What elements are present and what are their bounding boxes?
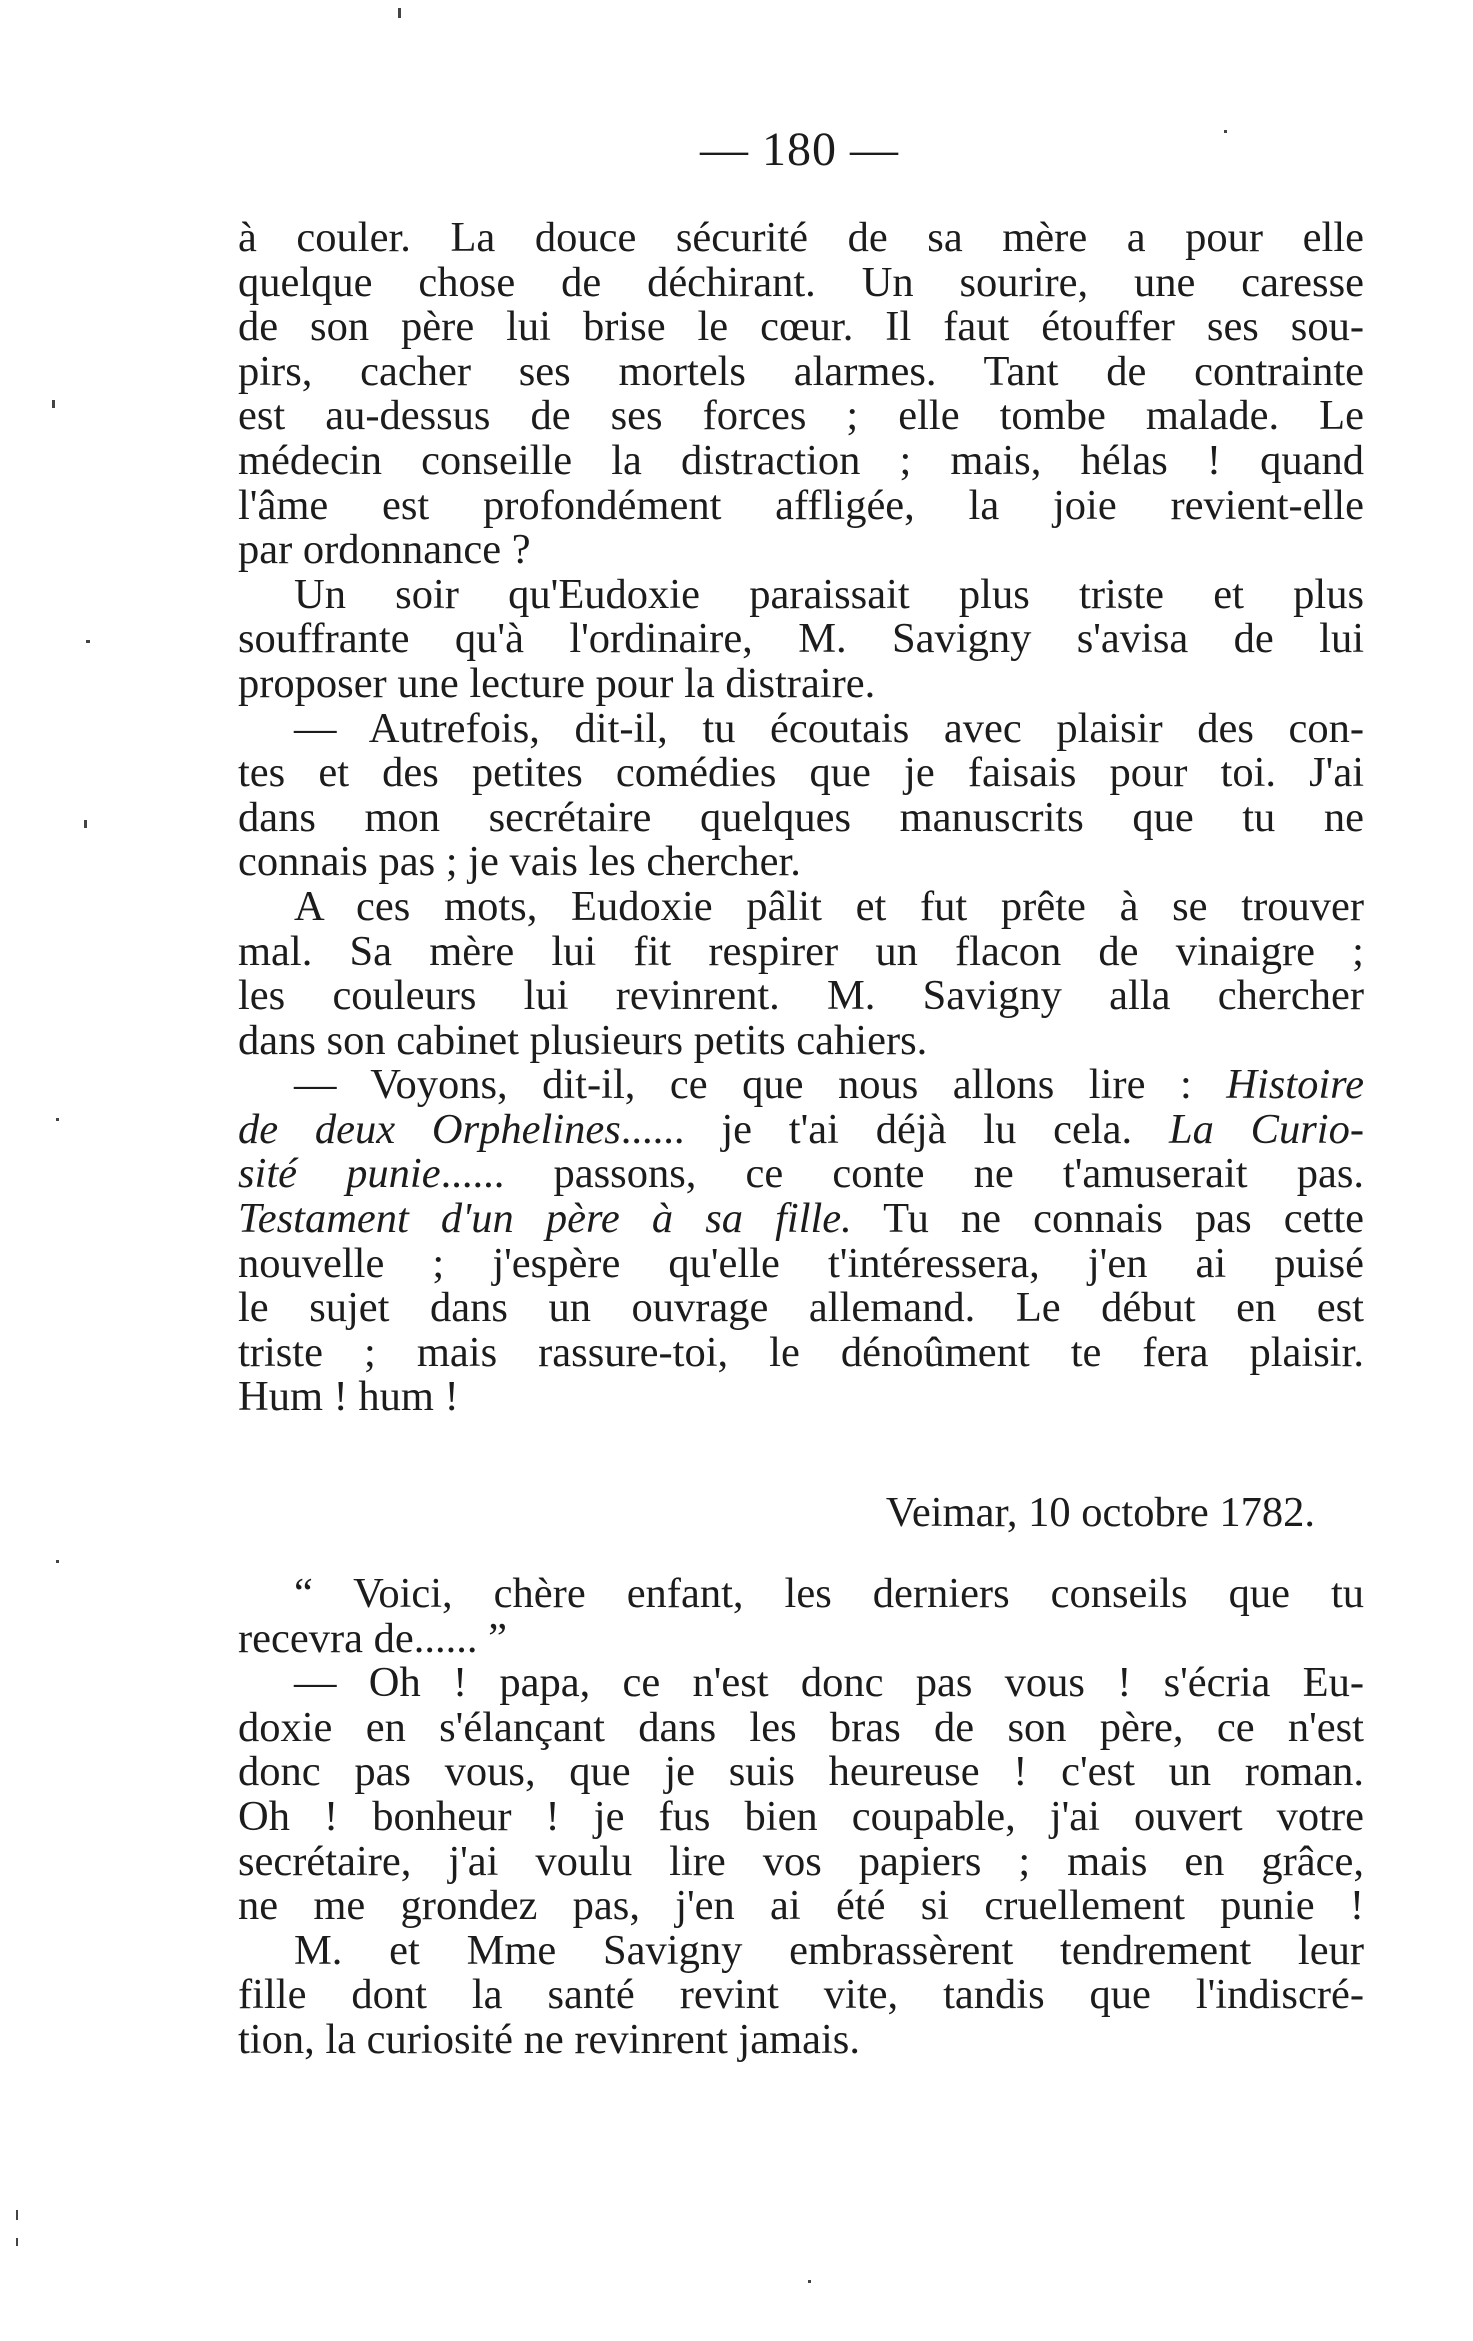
scan-speck [52, 400, 55, 408]
text-line: dans mon secrétaire quelques manuscrits que tu ne [238, 793, 1364, 841]
text-line: ne me grondez pas, j'en ai été si cruellement punie ! [238, 1882, 1364, 1930]
text-line: souffrante qu'à l'ordinaire, M. Savigny s'avisa de lui [238, 615, 1364, 663]
text-line [238, 1105, 1364, 1153]
text-line: fille dont la santé revint vite, tandis que l'indiscré- [238, 1971, 1364, 2019]
text-line: Un soir qu'Eudoxie paraissait plus triste et plus [294, 570, 1364, 618]
text-line: nouvelle ; j'espère qu'elle t'intéressera, j'en ai puisé [238, 1239, 1364, 1287]
text-line [238, 1063, 1364, 1108]
text-line: le sujet dans un ouvrage allemand. Le début en est [238, 1284, 1364, 1332]
text-line: doxie en s'élançant dans les bras de son père, ce n'est [238, 1703, 1364, 1751]
scan-speck [56, 1118, 59, 1121]
text-span: ...... je t'ai déjà lu cela. [620, 1105, 1169, 1153]
scan-speck [808, 2280, 811, 2283]
text-line: — Oh ! papa, ce n'est donc pas vous ! s'écria Eu- [294, 1659, 1364, 1707]
body-text-end [238, 1572, 1364, 2063]
body-text-main [238, 216, 1364, 1420]
text-line: triste ; mais rassure-toi, le dénoûment te fera plaisir. [238, 1328, 1364, 1376]
text-line: tion, la curiosité ne revinrent jamais. [238, 2015, 860, 2063]
text-line: dans son cabinet plusieurs petits cahiers. [238, 1016, 928, 1064]
text-line: mal. Sa mère lui fit respirer un flacon de vinaigre ; [238, 927, 1364, 975]
text-line: M. et Mme Savigny embrassèrent tendrement leur [294, 1926, 1364, 1974]
text-line [238, 1197, 1364, 1242]
text-line: est au-dessus de ses forces ; elle tombe malade. Le [238, 392, 1364, 440]
text-line: de son père lui brise le cœur. Il faut étouffer ses sou- [238, 303, 1364, 351]
text-line: recevra de...... ” [238, 1614, 507, 1662]
text-span: ...... passons, ce conte ne t'amuserait pas. [440, 1150, 1364, 1198]
scan-speck [398, 8, 401, 18]
text-line: secrétaire, j'ai voulu lire vos papiers ; mais en grâce, [238, 1837, 1364, 1885]
book-title: Histoire [1226, 1061, 1364, 1109]
text-line: donc pas vous, que je suis heureuse ! c'est un roman. [238, 1748, 1364, 1796]
text-line [238, 1152, 1364, 1197]
text-line: proposer une lecture pour la distraire. [238, 659, 876, 707]
text-line: A ces mots, Eudoxie pâlit et fut prête à se trouver [294, 882, 1364, 930]
page-number: — 180 — [700, 123, 899, 176]
text-line: par ordonnance ? [238, 526, 531, 574]
book-title: de deux Orphelines [238, 1105, 621, 1153]
text-line: Oh ! bonheur ! je fus bien coupable, j'ai ouvert votre [238, 1792, 1364, 1840]
text-line: les couleurs lui revinrent. M. Savigny alla chercher [238, 972, 1364, 1020]
book-title: Testament d'un père à sa fille. [238, 1195, 852, 1243]
text-line: — Autrefois, dit-il, tu écoutais avec plaisir des con- [294, 704, 1364, 752]
text-line: médecin conseille la distraction ; mais, hélas ! quand [238, 436, 1364, 484]
text-line: “ Voici, chère enfant, les derniers conseils que tu [294, 1570, 1364, 1617]
letter-date: Veimar, 10 octobre 1782. [885, 1489, 1315, 1536]
scan-speck [1224, 130, 1227, 133]
text-line: quelque chose de déchirant. Un sourire, une caresse [238, 258, 1364, 306]
book-title: sité punie [238, 1150, 441, 1198]
scan-speck [84, 820, 87, 828]
scan-speck [86, 640, 90, 643]
text-span: Tu ne connais pas cette [851, 1195, 1364, 1243]
text-line: pirs, cacher ses mortels alarmes. Tant de contrainte [238, 347, 1364, 395]
book-title: La Curio- [1168, 1105, 1364, 1153]
scan-speck [56, 1560, 59, 1563]
text-span: — Voyons, dit-il, ce que nous allons lire : [294, 1061, 1227, 1109]
text-line: connais pas ; je vais les chercher. [238, 838, 801, 886]
text-line: tes et des petites comédies que je faisais pour toi. J'ai [238, 749, 1364, 797]
text-line: l'âme est profondément affligée, la joie revient-elle [238, 481, 1364, 529]
scan-speck [16, 2210, 18, 2220]
scan-speck [16, 2238, 18, 2246]
text-line: à couler. La douce sécurité de sa mère a pour elle [238, 214, 1364, 261]
text-line: Hum ! hum ! [238, 1373, 459, 1421]
